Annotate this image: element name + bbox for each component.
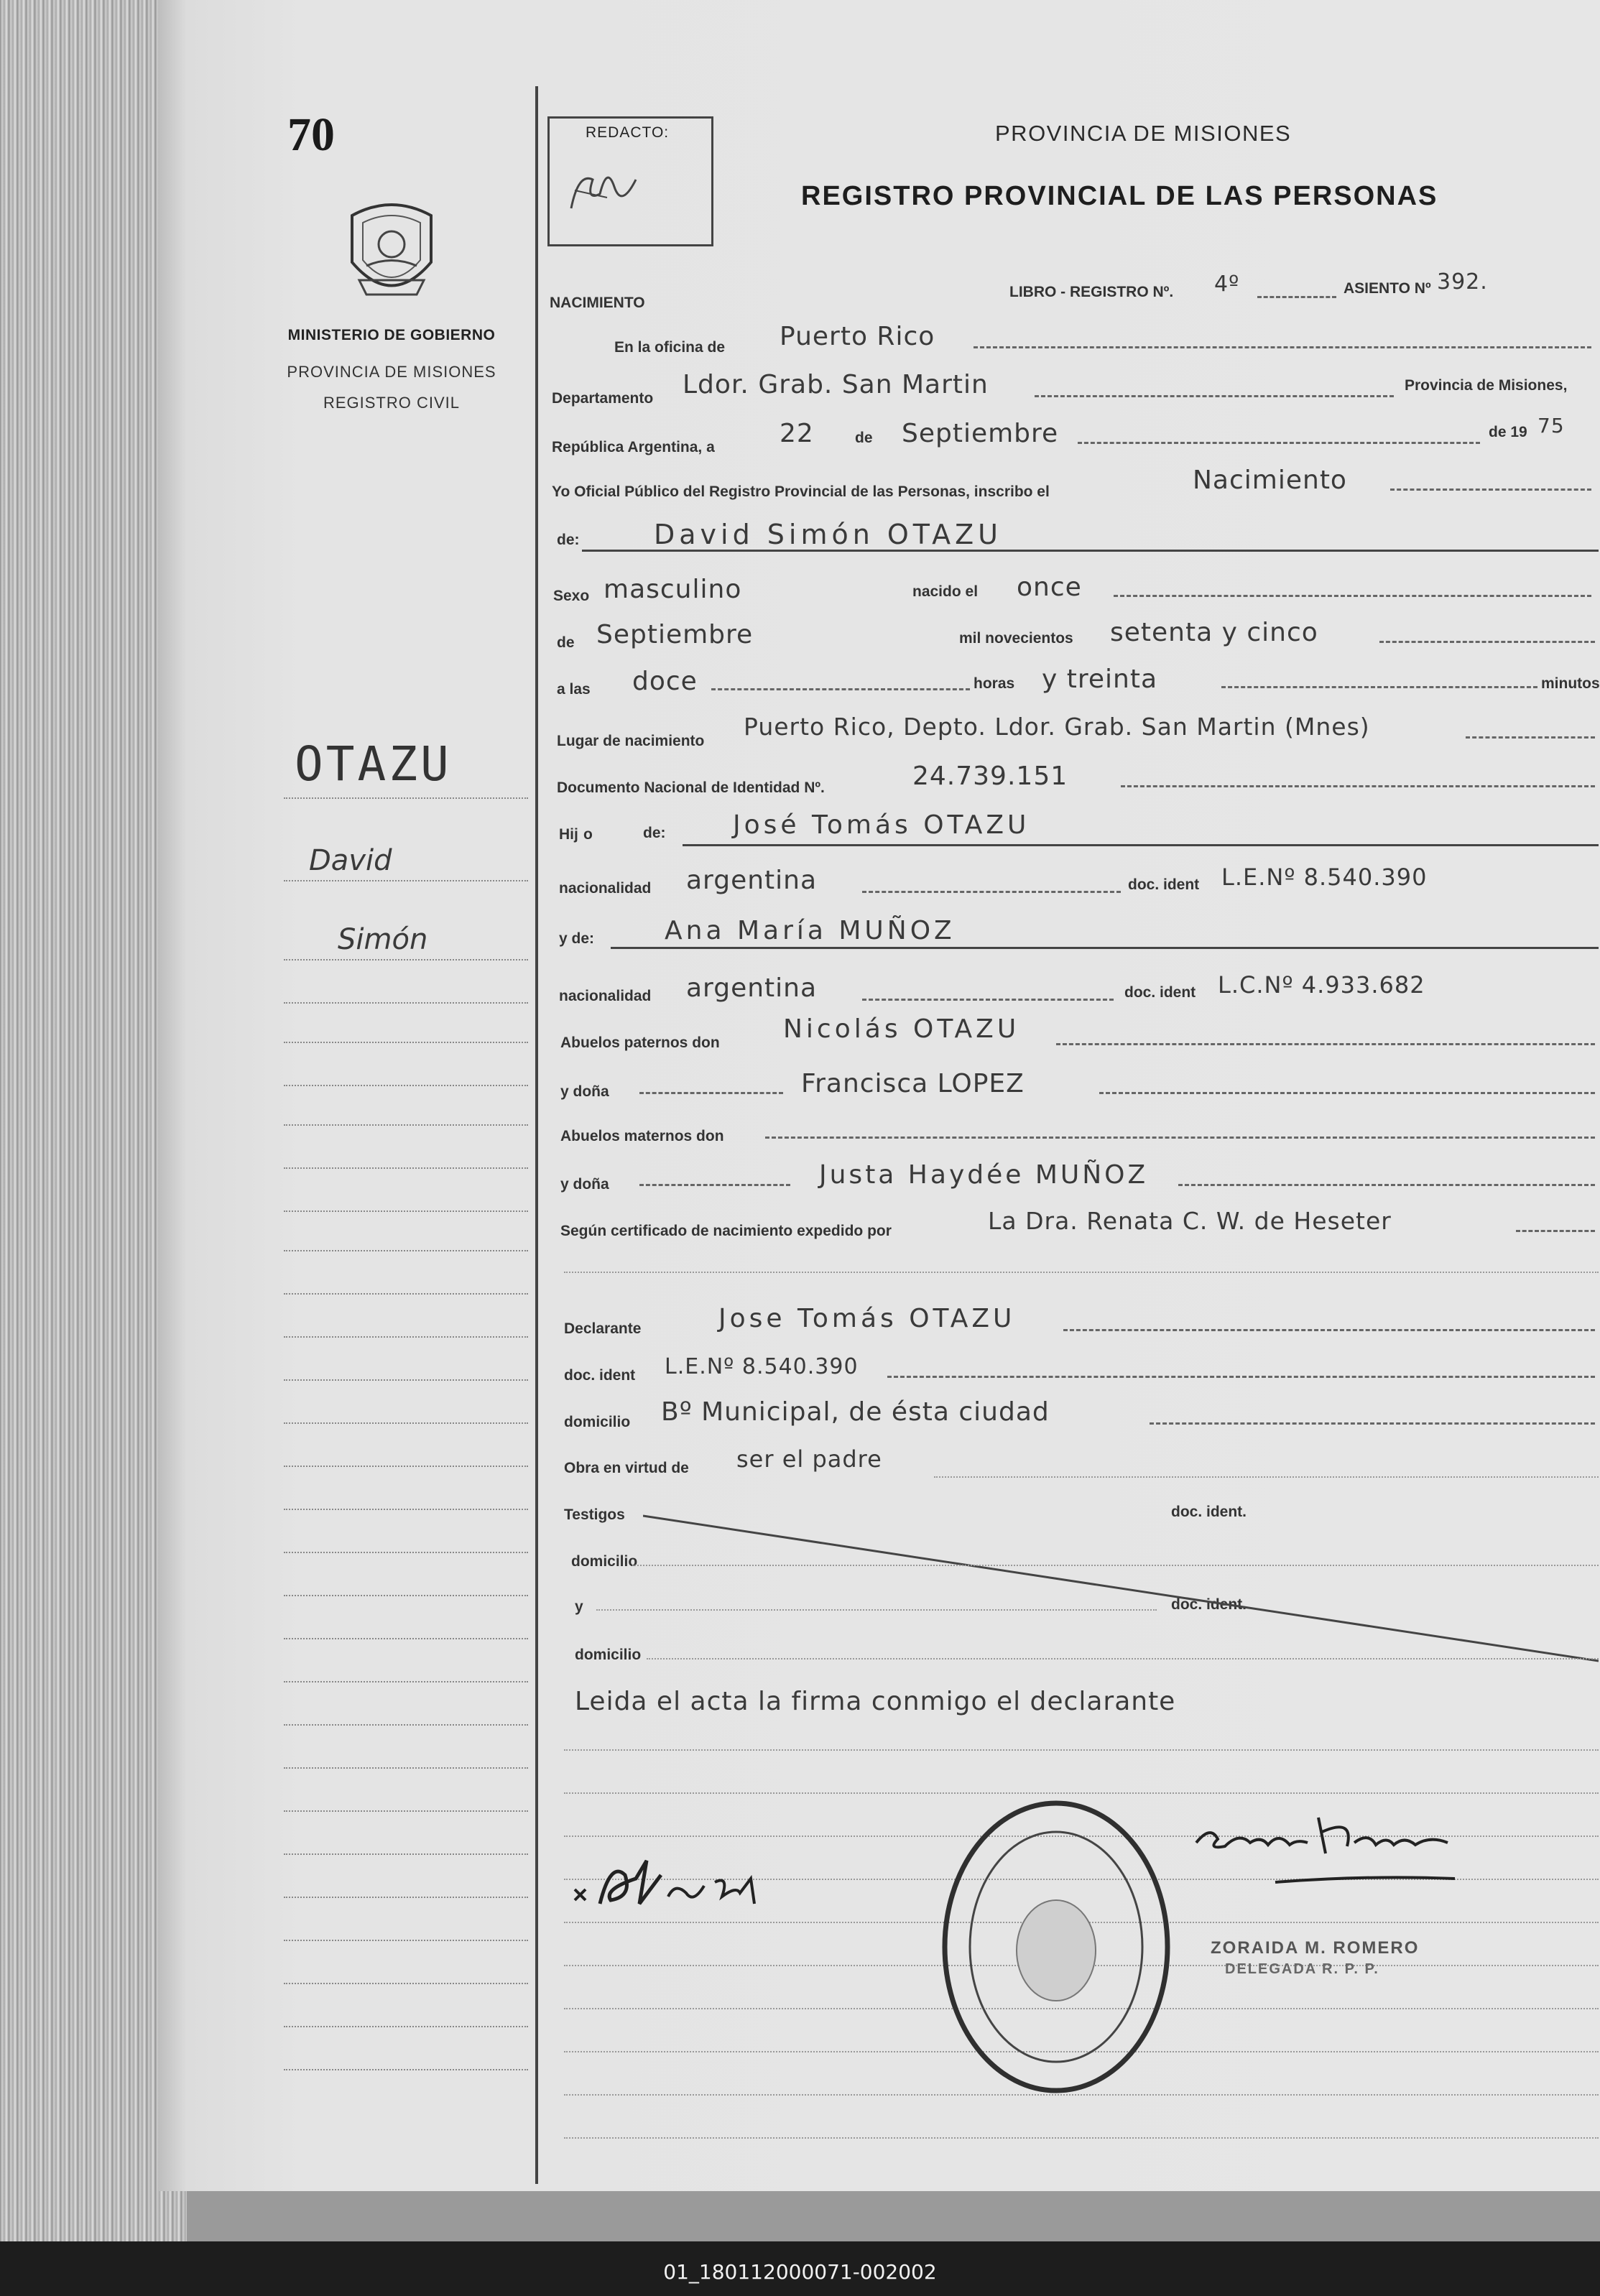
dona1-label: y doña [560,1083,609,1100]
margin-rule [284,1293,528,1295]
official-stamp-name: ZORAIDA M. ROMERO [1211,1938,1420,1958]
margin-rule [284,1167,528,1169]
padre-underline [683,844,1599,846]
redacto-box [547,116,713,246]
fecha-anio-label: de 19 [1489,424,1527,440]
anio-value: setenta y cinco [1110,618,1318,647]
margin-rule [284,1042,528,1043]
obra-value: ser el padre [736,1445,882,1473]
abuela-materna-value: Justa Haydée MUÑOZ [819,1160,1149,1190]
departamento-label: Departamento [552,390,654,407]
testigo1-doc-label: doc. ident. [1171,1504,1247,1520]
lugar-label: Lugar de nacimiento [557,733,705,749]
doc2-value: L.C.Nº 4.933.682 [1218,971,1425,999]
margin-rule [284,1250,528,1251]
testigos-strike-line [643,1509,1599,1667]
fill-dash [974,346,1591,348]
registry-header: REGISTRO PROVINCIAL DE LAS PERSONAS [801,181,1438,211]
nacionalidad2-value: argentina [686,973,818,1003]
libro-value: 4º [1214,272,1240,297]
fill-dash [1121,785,1595,787]
blank-rule [564,2137,1599,2139]
testigo-y-label: y [575,1598,583,1615]
record-type-label: NACIMIENTO [550,295,645,311]
margin-rule [284,1124,528,1126]
fill-dash [1390,489,1591,491]
fill-dash [1099,1092,1595,1094]
dni-label: Documento Nacional de Identidad Nº. [557,779,825,796]
madre-underline [611,947,1599,949]
oficial-value: Nacimiento [1193,466,1347,495]
obra-label: Obra en virtud de [564,1460,689,1476]
nacionalidad2-label: nacionalidad [559,988,652,1004]
oficina-value: Puerto Rico [780,322,935,351]
official-signature-icon [1189,1803,1469,1897]
sexo-label: Sexo [553,588,590,604]
nacido-value: once [1017,573,1082,602]
de-label: de: [557,532,580,548]
margin-rule [284,1897,528,1898]
margin-second-name: Simón [338,923,428,956]
fecha-mes-value: Septiembre [902,419,1059,448]
mes-value: Septiembre [596,620,754,649]
libro-label: LIBRO - REGISTRO Nº. [1009,284,1174,300]
nacido-label: nacido el [912,583,979,600]
name-underline [582,550,1599,552]
ministry-label: MINISTERIO DE GOBIERNO [287,327,496,343]
fill-dash [1035,395,1394,397]
madre-value: Ana María MUÑOZ [665,916,956,945]
doc1-label: doc. ident [1128,876,1200,893]
blank-rule [632,1565,1599,1566]
margin-first-name: David [309,844,392,877]
dni-value: 24.739.151 [912,762,1068,791]
province-header: PROVINCIA DE MISIONES [995,121,1292,146]
nota-value: Leida el acta la firma conmigo el declarante [575,1687,1176,1716]
declarant-signature-icon [568,1846,805,1925]
margin-rule [284,2026,528,2027]
abuela-paterna-value: Francisca LOPEZ [801,1069,1025,1098]
horas-label: horas [974,675,1015,692]
margin-rule [284,1681,528,1682]
dona2-label: y doña [560,1176,609,1193]
abuelo-paterno-value: Nicolás OTAZU [783,1014,1020,1044]
margin-rule [284,1595,528,1596]
nombre-value: David Simón OTAZU [654,519,1002,550]
margin-rule [284,959,528,960]
margin-rule [284,1002,528,1004]
margin-surname: OTAZU [295,736,452,792]
civil-registry-label: REGISTRO CIVIL [323,394,461,412]
padre-value: José Tomás OTAZU [733,810,1030,840]
margin-rule [284,1379,528,1381]
hijo-de-label: de: [643,825,666,841]
fill-dash [1516,1230,1595,1232]
fill-dash [711,688,970,690]
testigo2-domicilio-label: domicilio [575,1647,642,1663]
redacto-label: REDACTO: [586,124,670,141]
margin-rule [284,1336,528,1338]
margin-rule [284,1552,528,1553]
official-stamp-role: DELEGADA R. P. P. [1225,1961,1379,1977]
nacionalidad1-value: argentina [686,866,818,895]
certificado-value: La Dra. Renata C. W. de Heseter [988,1207,1392,1235]
lugar-value: Puerto Rico, Depto. Ldor. Grab. San Martin (Mnes) [744,713,1370,741]
blank-rule [564,1272,1599,1273]
redacto-signature-icon [564,158,643,223]
margin-rule [284,1724,528,1726]
margin-rule [284,1509,528,1510]
fecha-de-label: de [855,430,873,446]
fill-dash [1221,686,1537,688]
fill-dash [765,1137,1595,1139]
fill-dash [1063,1329,1595,1331]
declarante-label: Declarante [564,1320,642,1337]
blank-rule [596,1609,1157,1611]
fecha-anio-value: 75 [1537,414,1565,438]
margin-rule [284,1983,528,1984]
hijo-label: Hij [559,826,578,843]
margin-rule [284,1211,528,1212]
sexo-value: masculino [604,575,742,604]
fill-dash [639,1092,783,1094]
domicilio-label: domicilio [564,1414,631,1430]
mil-label: mil novecientos [959,630,1073,647]
fill-dash [1114,595,1591,597]
margin-rule [284,1466,528,1467]
fill-dash [1056,1043,1595,1045]
minutos-label: minutos [1541,675,1600,692]
fill-dash [862,891,1121,893]
fill-dash [1466,736,1595,739]
margin-rule [284,1638,528,1639]
declarante-value: Jose Tomás OTAZU [718,1304,1016,1333]
margin-rule [284,1767,528,1769]
abuelos-paternos-label: Abuelos paternos don [560,1034,720,1051]
oficina-label: En la oficina de [614,339,726,356]
doc1-value: L.E.Nº 8.540.390 [1221,864,1428,891]
margin-rule [284,880,528,881]
departamento-value: Ldor. Grab. San Martin [683,370,989,399]
fill-dash [1257,296,1336,298]
margin-rule [284,1810,528,1812]
image-code: 01_180112000071-002002 [663,2260,937,2284]
blank-rule [564,1749,1599,1751]
fill-dash [1078,442,1480,444]
page-number: 70 [287,108,335,161]
margin-rule [284,1940,528,1941]
column-divider [535,86,538,2184]
hora-value: doce [632,667,698,696]
blank-rule [647,1658,1599,1659]
fill-dash [639,1184,790,1186]
hijo-suffix: o [583,826,593,843]
testigo2-doc-label: doc. ident. [1171,1596,1247,1613]
fill-dash [887,1376,1595,1378]
oficial-label: Yo Oficial Público del Registro Provincial de las Personas, inscribo el [552,483,1050,500]
margin-rule [284,1853,528,1855]
testigos-label: Testigos [564,1506,625,1523]
asiento-value: 392. [1437,269,1488,295]
abuelos-maternos-label: Abuelos maternos don [560,1128,724,1144]
fill-dash [1379,641,1595,643]
margin-rule [284,1085,528,1086]
alas-label: a las [557,681,591,698]
official-seal-icon [938,1796,1175,2098]
fill-dash [862,999,1114,1001]
blank-rule [934,1476,1599,1478]
de2-label: de [557,634,575,651]
yde-label: y de: [559,930,595,947]
fecha-dia-value: 22 [780,419,814,448]
certificado-label: Según certificado de nacimiento expedido por [560,1223,892,1239]
testigo1-domicilio-label: domicilio [571,1553,638,1570]
domicilio-value: Bº Municipal, de ésta ciudad [661,1397,1050,1427]
fill-dash [1150,1422,1595,1425]
provincia-label: Provincia de Misiones, [1405,377,1568,394]
province-label: PROVINCIA DE MISIONES [287,363,496,381]
province-crest-icon [338,194,445,309]
republica-label: República Argentina, a [552,439,715,455]
margin-rule [284,2069,528,2070]
margin-rule [284,797,528,799]
nacionalidad1-label: nacionalidad [559,880,652,897]
fill-dash [1178,1184,1595,1186]
declarante-doc-label: doc. ident [564,1367,636,1384]
margin-rule [284,1422,528,1424]
asiento-label: ASIENTO Nº [1344,280,1431,297]
blank-rule [564,1792,1599,1794]
minutos-value: y treinta [1042,665,1158,694]
doc2-label: doc. ident [1124,984,1196,1001]
declarante-doc-value: L.E.Nº 8.540.390 [665,1354,859,1379]
